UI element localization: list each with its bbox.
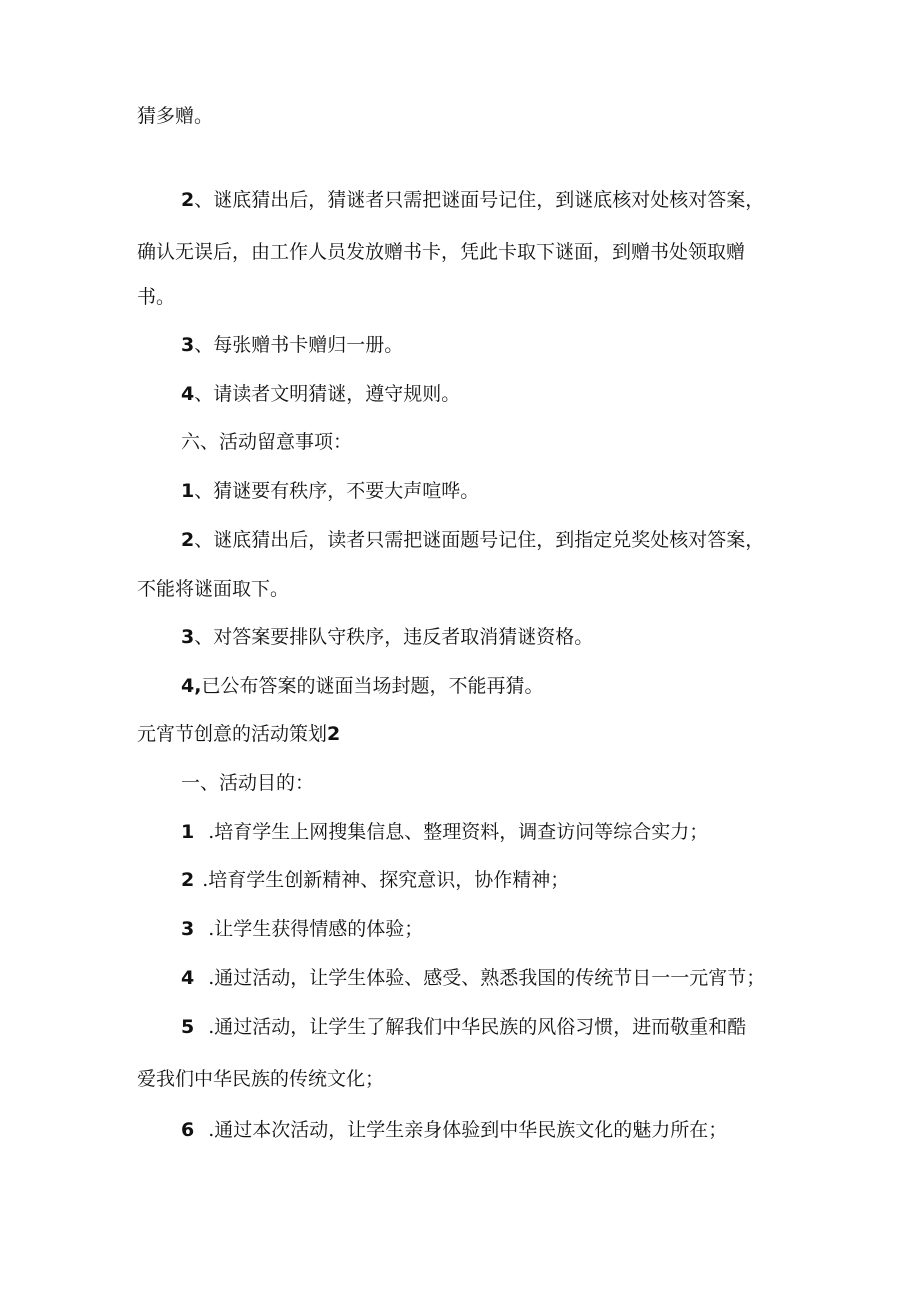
numbered-item [0,382,920,406]
paragraph-line [0,285,920,309]
line-text: .通过本次活动，让学生亲身体验到中华民族文化的魅力所在； [208,1119,728,1141]
paragraph-line [0,1067,920,1091]
line-text: 一、活动目的： [181,772,315,794]
item-number: 3 [181,334,195,356]
line-text: .通过活动，让学生体验、感受、熟悉我国的传统节日一一元宵节； [208,967,766,989]
item-number: 4, [181,675,202,697]
item-number: 3 [181,918,195,940]
heading-number: 2 [327,723,341,745]
numbered-item [0,188,920,212]
numbered-item [0,917,920,941]
line-text: 猜多赠。 [137,105,214,127]
line-text: 、猜谜要有秩序，不要大声喧哗。 [194,480,480,502]
item-number: 1 [181,821,195,843]
item-number: 5 [181,1016,195,1038]
line-text: .通过活动，让学生了解我们中华民族的风俗习惯，进而敬重和酷 [208,1016,747,1038]
item-number: 4 [181,967,195,989]
item-number: 6 [181,1119,195,1141]
numbered-item [0,333,920,357]
item-number: 2 [181,189,195,211]
line-text: 、每张赠书卡赠归一册。 [194,334,404,356]
item-number: 4 [181,383,195,405]
item-number: 2 [181,869,195,891]
numbered-item [0,966,920,990]
numbered-item [0,1015,920,1039]
paragraph-line [0,430,920,454]
line-text: 、谜底猜出后，读者只需把谜面题号记住，到指定兑奖处核对答案， [194,529,765,551]
line-text: 、请读者文明猜谜，遵守规则。 [194,383,461,405]
line-text: .培育学生创新精神、探究意识，协作精神； [202,869,570,891]
item-number: 3 [181,626,195,648]
line-text: 元宵节创意的活动策划 [137,723,328,745]
numbered-item [0,528,920,552]
paragraph-line [0,240,920,264]
line-text: .培育学生上网搜集信息、整理资料，调查访问等综合实力； [208,821,709,843]
numbered-item [0,479,920,503]
item-number: 1 [181,480,195,502]
paragraph-line [0,104,920,128]
numbered-item [0,820,920,844]
numbered-item [0,868,920,892]
line-text: 爱我们中华民族的传统文化； [137,1068,385,1090]
line-text: 、谜底猜出后，猜谜者只需把谜面号记住，到谜底核对处核对答案， [194,189,765,211]
line-text: 不能将谜面取下。 [137,578,290,600]
numbered-item [0,1118,920,1142]
paragraph-line [0,577,920,601]
line-text: 确认无误后，由工作人员发放赠书卡，凭此卡取下谜面，到赠书处领取赠 [137,241,746,263]
line-text: .让学生获得情感的体验； [208,918,424,940]
numbered-item [0,674,920,698]
numbered-item [0,625,920,649]
line-text: 已公布答案的谜面当场封题，不能再猜。 [201,675,544,697]
line-text: 、对答案要排队守秩序，违反者取消猜谜资格。 [194,626,594,648]
line-text: 六、活动留意事项： [181,431,353,453]
line-text: 书。 [137,286,176,308]
paragraph-line [0,771,920,795]
paragraph-line [0,722,920,746]
item-number: 2 [181,529,195,551]
